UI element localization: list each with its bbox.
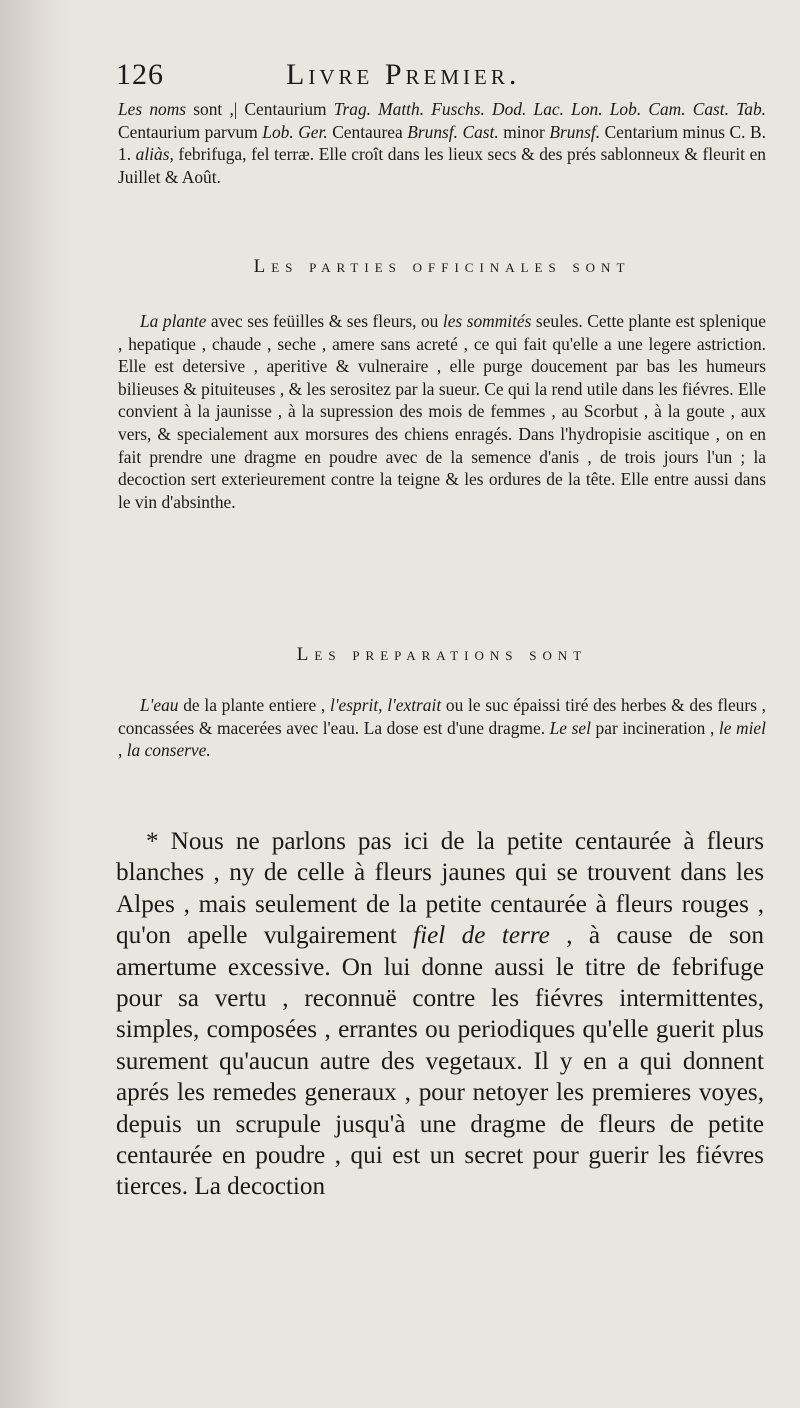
preps-text-1: de la plante entiere , (178, 695, 330, 715)
preps-text-2: ou le suc épaissi tiré des herbes & des fleurs , concassées & macerées avec l'eau. La dose est d'une dragme. (118, 695, 766, 738)
names-paragraph (118, 98, 766, 188)
page-header (116, 58, 756, 98)
preps-italic-2: Le sel (549, 717, 591, 738)
note-text-1: * Nous ne parlons pas ici de la petite centaurée à fleurs blanches , ny de celle à fleurs jaunes qui se trouvent dans les Alpes , mais seulement de la petite centaurée à fleurs rouges , qu'on apelle vulgairement (116, 828, 764, 950)
names-authorities-3: Brunsf. Cast. (407, 121, 499, 142)
parts-text-2: seules. Cette plante est splenique , hepatique , chaude , seche , amere sans acreté , ce qui fait qu'elle a une legere astriction. Elle est detersive , aperitive & vulneraire , elle purge doucement par bas les humeurs bilieuses & pituiteuses , & les serositez par la sueur. Ce qui la rend utile dans les fiévres. Elle convient à la jaunisse , à la supression des mois de femmes , au Scorbut , à la goute , aux vers, & specialement aux morsures des chiens enragés. Dans l'hydropisie ascitique , on en fait prendre une dragme en poudre avec de la semence d'anis , de trois jours l'un ; la decoction sert exterieurement contre la teigne & les ordures de la tête. Elle entre aussi dans le vin d'absinthe. (118, 311, 766, 512)
names-authorities-4: Brunsf. (549, 121, 601, 142)
names-text-1: sont ,| Centaurium (186, 99, 334, 119)
preps-italic-1: l'esprit, l'extrait (329, 695, 442, 715)
running-title: Livre Premier. (286, 58, 521, 91)
names-text-5: Centarium minus C. B. 1. (118, 121, 766, 165)
parts-paragraph (118, 310, 766, 513)
names-text-3: Centaurea (327, 121, 408, 142)
note-italic-1: fiel de terre (413, 922, 550, 950)
names-text-2: Centaurium parvum (118, 121, 263, 142)
preparations-paragraph (118, 694, 766, 762)
preps-italic-3: le miel , la conserve. (118, 717, 766, 761)
preparations-heading: Les preparations sont (296, 644, 588, 665)
preps-text-3: par incineration , (590, 717, 719, 738)
page-number: 126 (116, 58, 164, 91)
names-lead: Les noms (118, 99, 187, 119)
parts-lead: La plante (140, 311, 207, 331)
names-text-4: minor (498, 121, 550, 142)
footnote-paragraph (116, 826, 764, 1203)
page-gutter (0, 0, 70, 1408)
names-authorities-1: Trag. Matth. Fuschs. Dod. Lac. Lon. Lob. Cam. Cast. Tab. (333, 99, 766, 119)
names-authorities-2: Lob. Ger. (262, 121, 328, 142)
names-text-6: febrifuga, fel terræ. Elle croît dans les lieux secs & des prés sablonneux & fleurit en Juillet & Août. (118, 144, 766, 187)
parts-italic-1: les sommités (442, 311, 532, 331)
parts-heading: Les parties officinales sont (253, 256, 631, 277)
note-text-2: , à cause de son amertume excessive. On lui donne aussi le titre de febrifuge pour sa vertu , reconnuë contre les fiévres intermittentes, simples, composées , errantes ou periodiques qu'elle guerit plus surement qu'aucun autre des vegetaux. Il y en a qui donnent aprés les remedes generaux , pour netoyer les premieres voyes, depuis un scrupule jusqu'à une dragme de fleurs de petite centaurée en poudre , qui est un secret pour guerir les fiévres tierces. La decoction (116, 922, 764, 1201)
names-authorities-5: aliàs, (135, 144, 174, 165)
preps-lead: L'eau (140, 695, 179, 715)
parts-text-1: avec ses feüilles & ses fleurs, ou (206, 311, 443, 331)
